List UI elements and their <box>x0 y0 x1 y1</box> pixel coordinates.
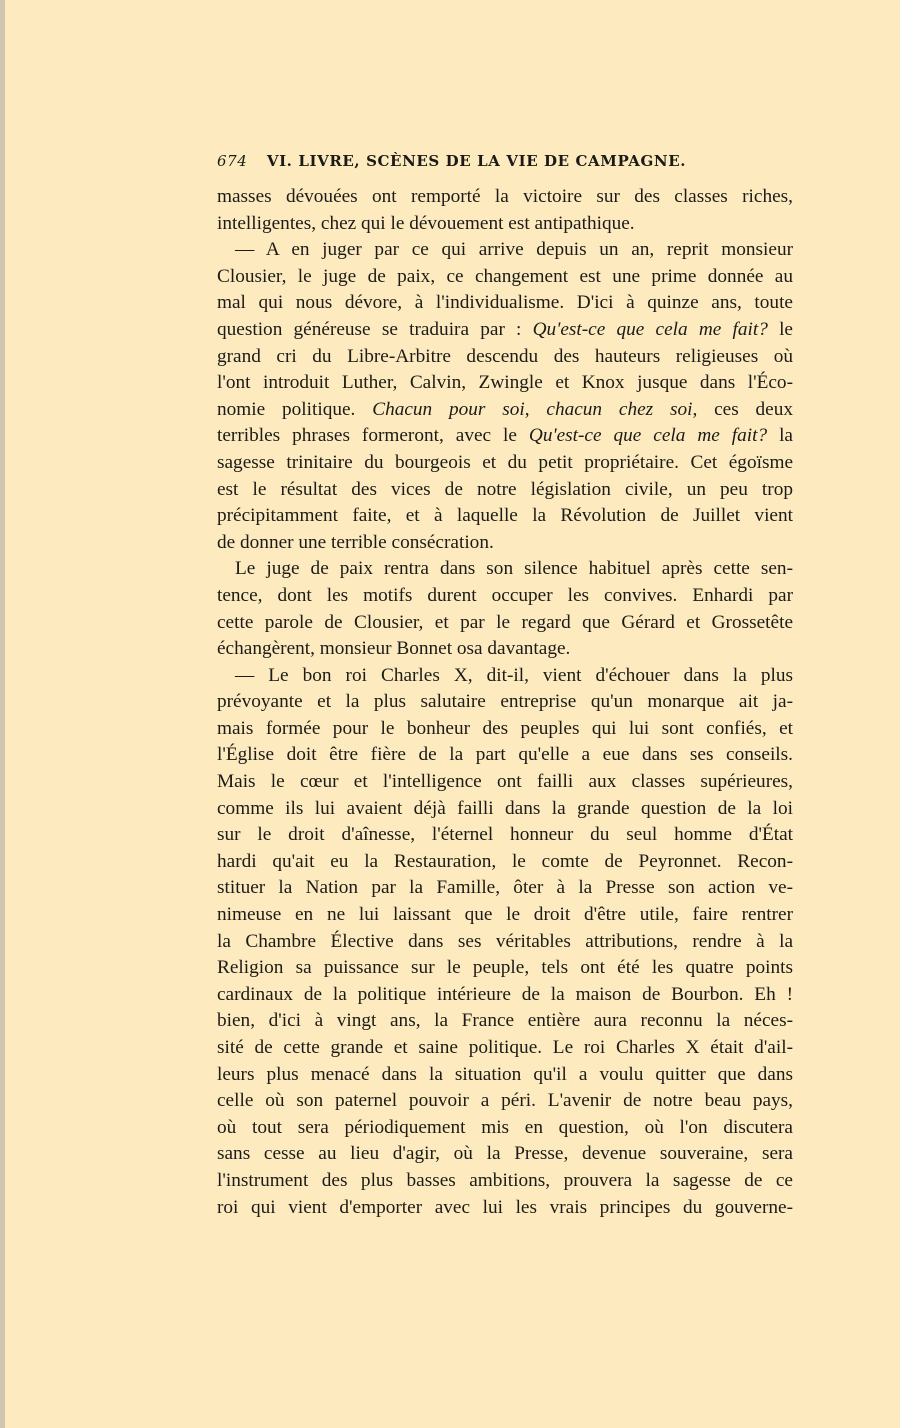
body-text <box>217 184 793 1221</box>
text-line <box>217 423 793 450</box>
text-line <box>217 769 793 796</box>
running-head-title: VI. LIVRE, SCÈNES DE LA VIE DE CAMPAGNE. <box>266 152 687 170</box>
text-line <box>217 849 793 876</box>
text-line <box>217 689 793 716</box>
text-line <box>217 264 793 291</box>
text-run: l'Église doit être fière de la part qu'elle a eue dans ses conseils. <box>217 744 793 766</box>
text-line <box>217 1141 793 1168</box>
text-run: cette parole de Clousier, et par le regard que Gérard et Grossetête <box>217 611 793 633</box>
text-line <box>217 556 793 583</box>
text-line <box>217 503 793 530</box>
text-line <box>217 955 793 982</box>
text-run: — Le bon roi Charles X, dit-il, vient d'échouer dans la plus <box>235 664 793 686</box>
text-run: sagesse trinitaire du bourgeois et du petit propriétaire. Cet égoïsme <box>217 451 793 473</box>
text-run: prévoyante et la plus salutaire entreprise qu'un monarque ait ja- <box>217 691 793 713</box>
text-run: Le juge de paix rentra dans son silence habituel après cette sen- <box>235 558 793 580</box>
text-run: sans cesse au lieu d'agir, où la Presse, devenue souveraine, sera <box>217 1143 793 1165</box>
text-run: mal qui nous dévore, à l'individualisme. D'ici à quinze ans, toute <box>217 292 793 314</box>
text-run: sité de cette grande et saine politique. Le roi Charles X était d'ail- <box>217 1037 793 1058</box>
text-line <box>217 1088 793 1115</box>
text-run: l'instrument des plus basses ambitions, prouvera la sagesse de ce <box>217 1169 793 1191</box>
text-line <box>217 1008 793 1035</box>
text-line <box>217 716 793 743</box>
text-run: intelligentes, chez qui le dévouement est antipathique. <box>217 212 635 234</box>
text-run: mais formée pour le bonheur des peuples qui lui sont confiés, et <box>217 717 793 739</box>
text-run: la Chambre Élective dans ses véritables attributions, rendre à la <box>217 930 793 952</box>
text-line <box>217 636 793 663</box>
text-line <box>217 317 793 344</box>
text-line <box>217 184 793 211</box>
text-line <box>217 1115 793 1142</box>
text-run: échangèrent, monsieur Bonnet osa davantage. <box>217 638 571 660</box>
text-line <box>217 344 793 371</box>
italic-phrase: Qu'est-ce que cela me fait? <box>528 425 768 447</box>
text-run: tence, dont les motifs durent occuper les convives. Enhardi par <box>217 584 793 606</box>
text-run: la <box>767 425 793 447</box>
text-line <box>217 450 793 477</box>
text-run: masses dévouées ont remporté la victoire sur des classes riches, <box>217 186 793 207</box>
text-line <box>217 530 793 557</box>
text-run: où tout sera périodiquement mis en question, où l'on discutera <box>217 1116 793 1138</box>
text-run: — A en juger par ce qui arrive depuis un an, reprit monsieur <box>235 239 793 261</box>
text-run: Mais le cœur et l'intelligence ont failli aux classes supérieures, <box>217 771 793 793</box>
text-run: cardinaux de la politique intérieure de la maison de Bourbon. Eh ! <box>217 983 793 1005</box>
text-line <box>217 663 793 690</box>
text-line <box>217 1168 793 1195</box>
text-run: comme ils lui avaient déjà failli dans la grande question de la loi <box>217 797 793 819</box>
text-line <box>217 583 793 610</box>
text-line <box>217 982 793 1009</box>
text-run: , <box>524 398 547 420</box>
text-run: Religion sa puissance sur le peuple, tels ont été les quatre points <box>217 957 793 979</box>
italic-phrase: Qu'est-ce que cela me fait? <box>532 318 768 340</box>
text-line <box>217 477 793 504</box>
text-run: roi qui vient d'emporter avec lui les vrais principes du gouverne- <box>217 1196 793 1218</box>
text-line <box>217 1062 793 1089</box>
text-line <box>217 796 793 823</box>
text-run: leurs plus menacé dans la situation qu'il a voulu quitter que dans <box>217 1063 793 1085</box>
text-run: hardi qu'ait eu la Restauration, le comte de Peyronnet. Recon- <box>217 850 793 872</box>
text-line <box>217 902 793 929</box>
text-line <box>217 370 793 397</box>
text-run: celle où son paternel pouvoir a péri. L'avenir de notre beau pays, <box>217 1090 793 1112</box>
italic-phrase: Chacun pour soi <box>372 398 525 420</box>
text-run: Clousier, le juge de paix, ce changement est une prime donnée au <box>217 265 793 287</box>
text-line <box>217 397 793 424</box>
text-run: terribles phrases formeront, avec le <box>217 425 529 447</box>
text-line <box>217 929 793 956</box>
text-run: bien, d'ici à vingt ans, la France entière aura reconnu la néces- <box>217 1010 793 1032</box>
text-run: grand cri du Libre-Arbitre descendu des hauteurs religieuses où <box>217 345 793 367</box>
text-line <box>217 610 793 637</box>
running-head <box>217 152 793 170</box>
text-run: nimeuse en ne lui laissant que le droit d'être utile, faire rentrer <box>217 904 793 926</box>
text-line <box>217 1035 793 1062</box>
text-run: sur le droit d'aînesse, l'éternel honneur du seul homme d'État <box>217 824 793 846</box>
text-run: de donner une terrible consécration. <box>217 531 494 553</box>
text-line <box>217 237 793 264</box>
text-run: précipitamment faite, et à laquelle la Révolution de Juillet vient <box>217 505 793 527</box>
text-line <box>217 211 793 238</box>
text-run: l'ont introduit Luther, Calvin, Zwingle et Knox jusque dans l'Éco- <box>217 372 793 394</box>
text-run: est le résultat des vices de notre législation civile, un peu trop <box>217 478 793 500</box>
text-line <box>217 1195 793 1222</box>
text-run: le <box>767 318 793 340</box>
italic-phrase: chacun chez soi <box>546 398 693 420</box>
page-number: 674 <box>217 152 248 170</box>
text-run: , ces deux <box>692 398 794 420</box>
text-line <box>217 875 793 902</box>
text-run: question généreuse se traduira par : <box>217 318 533 340</box>
text-line <box>217 290 793 317</box>
text-run: nomie politique. <box>217 398 373 420</box>
text-run: stituer la Nation par la Famille, ôter à la Presse son action ve- <box>217 877 793 899</box>
text-line <box>217 822 793 849</box>
text-line <box>217 742 793 769</box>
